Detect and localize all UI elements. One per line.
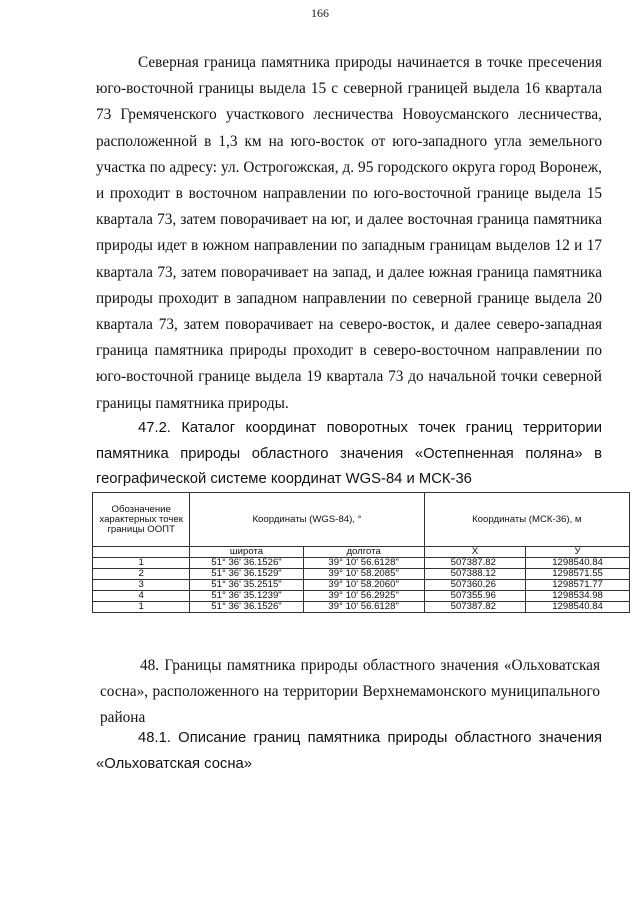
cell-x: 507355.96 — [424, 591, 526, 602]
cell-latitude: 51° 36' 36.1529" — [190, 569, 303, 580]
table-row — [93, 602, 630, 613]
header-wgs84: Координаты (WGS-84), ° — [190, 493, 424, 547]
table-row — [93, 569, 630, 580]
cell-longitude: 39° 10' 56.6128" — [303, 602, 424, 613]
subheader-longitude: долгота — [303, 547, 424, 558]
boundary-description-paragraph: Северная граница памятника природы начинается в точке пресечения юго-восточной границы выдела 15 с северной границей выдела 16 квартала 73 Гремяченского участкового лесничества Новоусманского лесничества, расположенной в 1,3 км на юго-восток от юго-западного угла земельного участка по адресу: ул. Острогожская, д. 95 городского округа город Воронеж, и проходит в восточном направлении по юго-восточной границе выдела 15 квартала 73, затем поворачивает на юг, и далее восточная граница памятника природы идет в южном направлении по западным границам выделов 12 и 17 квартала 73, затем поворачивает на запад, и далее южная граница памятника природы проходит в западном направлении по северной границе выдела 20 квартала 73, затем поворачивает на северо-восток, и далее северо-западная граница памятника природы проходит в северо-восточном направлении по юго-восточной границе выдела 19 квартала 73 до начальной точки северной границы памятника природы. — [96, 54, 602, 412]
subheader-y: У — [526, 547, 630, 558]
cell-longitude: 39° 10' 58.2085" — [303, 569, 424, 580]
cell-longitude: 39° 10' 56.6128" — [303, 558, 424, 569]
cell-x: 507360.26 — [424, 580, 526, 591]
header-point-id: Обозначение характерных точек границы ООПТ — [93, 493, 190, 547]
cell-longitude: 39° 10' 56.2925" — [303, 591, 424, 602]
cell-latitude: 51° 36' 36.1526" — [190, 558, 303, 569]
cell-latitude: 51° 36' 35.2515" — [190, 580, 303, 591]
cell-point-id: 1 — [93, 558, 190, 569]
subheader-x: X — [424, 547, 526, 558]
header-msk36: Координаты (МСК-36), м — [424, 493, 629, 547]
cell-point-id: 1 — [93, 602, 190, 613]
cell-longitude: 39° 10' 58.2060" — [303, 580, 424, 591]
table-row — [93, 591, 630, 602]
cell-latitude: 51° 36' 36.1526" — [190, 602, 303, 613]
subheader-empty — [93, 547, 190, 558]
section-48-1-heading: 48.1. Описание границ памятника природы областного значения «Ольховатская сосна» — [96, 730, 602, 772]
table-row — [93, 580, 630, 591]
cell-latitude: 51° 36' 35.1239" — [190, 591, 303, 602]
cell-y: 1298571.55 — [526, 569, 630, 580]
coordinates-table — [92, 492, 630, 613]
cell-x: 507387.82 — [424, 602, 526, 613]
cell-x: 507387.82 — [424, 558, 526, 569]
cell-x: 507388.12 — [424, 569, 526, 580]
cell-y: 1298540.84 — [526, 558, 630, 569]
cell-point-id: 3 — [93, 580, 190, 591]
table-row — [93, 558, 630, 569]
cell-point-id: 4 — [93, 591, 190, 602]
cell-y: 1298534.98 — [526, 591, 630, 602]
cell-y: 1298540.84 — [526, 602, 630, 613]
section-48-heading: 48. Границы памятника природы областного значения «Ольховатская сосна», расположенного на территории Верхнемамонского муниципального района — [100, 657, 600, 727]
subheader-latitude: широта — [190, 547, 303, 558]
section-47-2-heading: 47.2. Каталог координат поворотных точек границ территории памятника природы областного значения «Остепненная поляна» в географической системе координат WGS-84 и МСК-36 — [96, 420, 602, 488]
page-number: 166 — [311, 6, 329, 20]
cell-point-id: 2 — [93, 569, 190, 580]
cell-y: 1298571.77 — [526, 580, 630, 591]
